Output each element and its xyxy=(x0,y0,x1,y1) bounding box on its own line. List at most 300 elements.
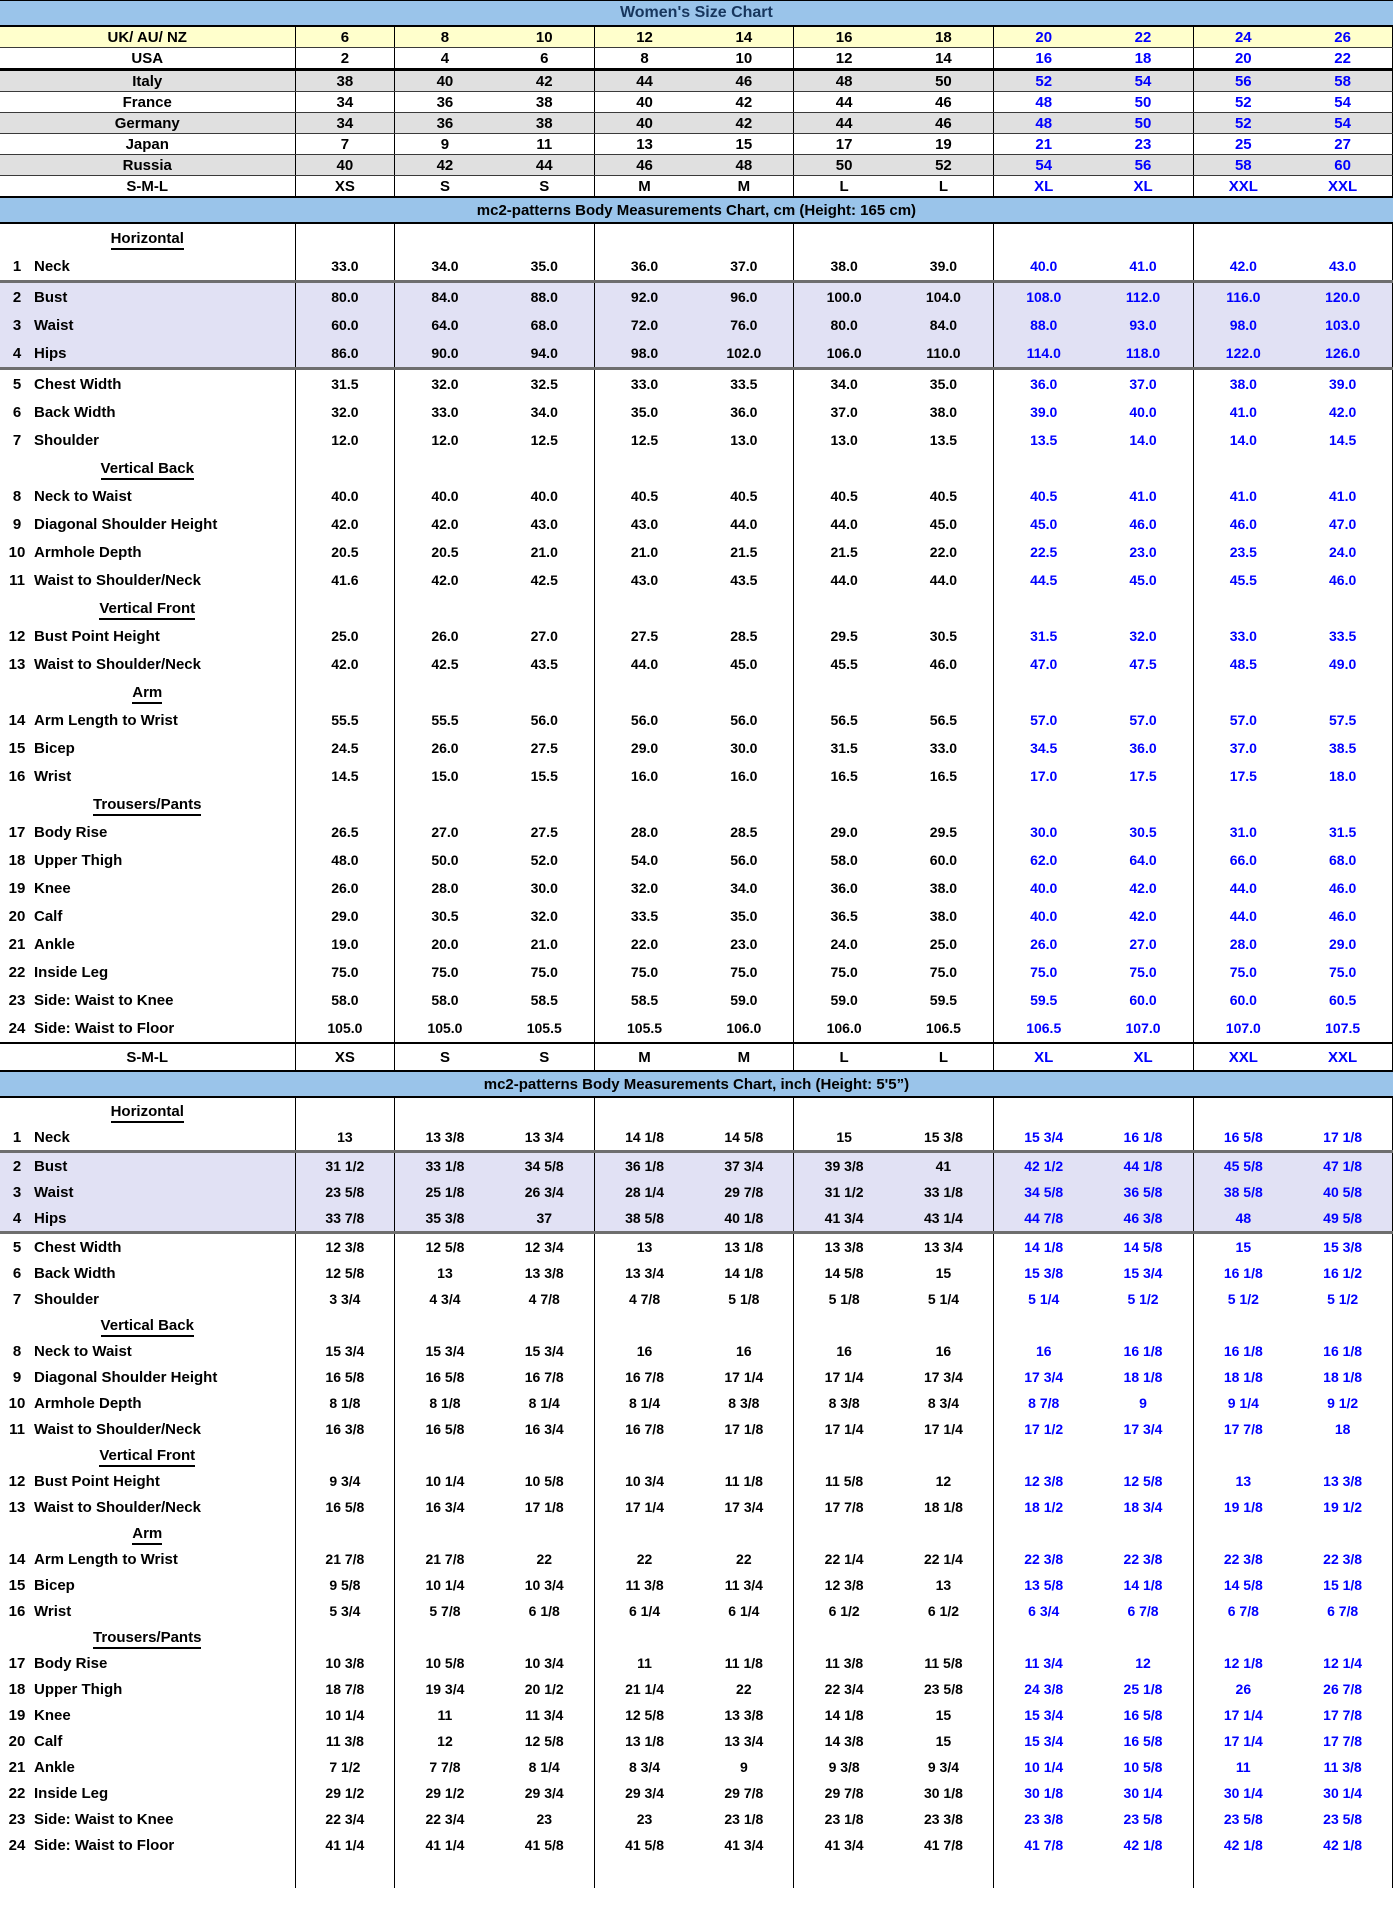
measure-cell: 29.5 xyxy=(794,622,894,650)
measure-cell: 30 1/4 xyxy=(1123,1785,1163,1801)
row-number: 3 xyxy=(12,316,22,334)
measure-row xyxy=(0,482,1393,510)
measure-cell: 21.0 xyxy=(594,538,694,566)
measure-row xyxy=(0,958,1393,986)
measure-cell: 45.0 xyxy=(929,516,958,532)
measure-cell: 42.0 xyxy=(395,510,495,538)
row-number: 22 xyxy=(8,963,26,981)
row-label xyxy=(0,1650,295,1676)
measure-row xyxy=(0,311,1393,339)
size-cell: 46 xyxy=(594,155,694,176)
measure-cell: 102.0 xyxy=(694,339,794,369)
measure-cell: 29.0 xyxy=(794,818,894,846)
row-number: 21 xyxy=(8,935,26,953)
measure-cell: 16 7/8 xyxy=(524,1369,564,1385)
measure-cell: 12 xyxy=(1135,1655,1151,1671)
measure-cell: 16 1/8 xyxy=(1123,1129,1163,1145)
measure-cell: 23.5 xyxy=(1193,538,1293,566)
measure-cell: 10 3/4 xyxy=(594,1468,694,1494)
measure-cell: 6 1/4 xyxy=(594,1598,694,1624)
measure-cell: 6 7/8 xyxy=(1193,1598,1293,1624)
section-row xyxy=(0,223,1393,252)
size-cell: 50 xyxy=(1093,113,1193,134)
measure-cell: 40.0 xyxy=(395,482,495,510)
size-cell: 54 xyxy=(1293,113,1393,134)
measure-cell: 30.5 xyxy=(929,628,958,644)
measure-cell: 32.0 xyxy=(395,369,495,399)
row-number: 19 xyxy=(8,1706,26,1724)
row-number: 14 xyxy=(8,1550,26,1568)
measure-cell: 41 7/8 xyxy=(923,1837,963,1853)
size-cell: XL xyxy=(1093,1043,1193,1071)
size-row-japan xyxy=(0,134,1393,155)
size-cell: 56 xyxy=(1093,155,1193,176)
size-cell: XXL xyxy=(1293,176,1393,198)
measure-row xyxy=(0,818,1393,846)
empty-cell xyxy=(894,1858,994,1888)
empty-cell xyxy=(1193,1858,1293,1888)
measure-cell: 56.5 xyxy=(929,712,958,728)
measure-cell: 15 3/4 xyxy=(1123,1265,1163,1281)
measure-cell: 58.5 xyxy=(594,986,694,1014)
section-row xyxy=(0,594,1393,622)
measure-cell: 8 1/8 xyxy=(295,1390,395,1416)
measure-cell: 84.0 xyxy=(894,311,994,339)
measure-cell: 80.0 xyxy=(295,282,395,312)
measure-cell: 16 5/8 xyxy=(395,1416,495,1442)
measure-cell: 17 1/2 xyxy=(994,1416,1094,1442)
section-label xyxy=(0,1312,295,1338)
size-cell: 14 xyxy=(694,26,794,48)
row-name: Chest Width xyxy=(34,375,122,393)
section-row xyxy=(0,1097,1393,1124)
measure-cell: 47.0 xyxy=(1293,510,1393,538)
measure-cell: 44.0 xyxy=(794,566,894,594)
row-label: Japan xyxy=(0,134,295,155)
measure-row xyxy=(0,986,1393,1014)
size-cell: 48 xyxy=(694,155,794,176)
row-name: Side: Waist to Floor xyxy=(34,1019,175,1037)
row-label xyxy=(0,650,295,678)
measure-cell: 47.0 xyxy=(994,650,1094,678)
size-cell: 8 xyxy=(594,48,694,70)
measure-cell: 5 1/2 xyxy=(1293,1286,1393,1312)
measure-cell: 5 1/2 xyxy=(1127,1291,1159,1307)
empty-cell xyxy=(694,678,794,706)
empty-cell xyxy=(295,1624,395,1650)
measure-cell: 57.0 xyxy=(1129,712,1157,728)
measure-cell: 16 xyxy=(935,1343,952,1359)
measure-cell: 9 xyxy=(1139,1395,1147,1411)
measure-cell: 28.0 xyxy=(1193,930,1293,958)
size-cell: XL xyxy=(994,176,1094,198)
row-name: Shoulder xyxy=(34,1290,100,1308)
row-number: 5 xyxy=(12,1238,22,1256)
measure-cell: 37.0 xyxy=(794,398,894,426)
measure-cell: 14.5 xyxy=(295,762,395,790)
measure-cell: 35 3/8 xyxy=(395,1205,495,1233)
measure-cell: 26.0 xyxy=(395,734,495,762)
measure-cell: 17 1/4 xyxy=(794,1364,894,1390)
empty-cell xyxy=(495,678,595,706)
measure-cell: 17 1/4 xyxy=(1193,1728,1293,1754)
row-name: Knee xyxy=(34,1706,71,1724)
size-cell: M xyxy=(594,1043,694,1071)
measure-cell: 20.5 xyxy=(395,538,495,566)
measure-cell: 46.0 xyxy=(929,656,958,672)
row-number: 19 xyxy=(8,879,26,897)
row-number: 5 xyxy=(12,375,22,393)
size-cell: L xyxy=(794,1043,894,1071)
empty-cell xyxy=(395,454,495,482)
section-title: Trousers/Pants xyxy=(93,796,201,816)
empty-cell xyxy=(994,223,1094,252)
measure-cell: 17 1/4 xyxy=(724,1369,764,1385)
row-label xyxy=(0,482,295,510)
measure-cell: 11 3/4 xyxy=(994,1650,1094,1676)
empty-cell xyxy=(894,1097,994,1124)
measure-row xyxy=(0,1754,1393,1780)
empty-cell xyxy=(894,1312,994,1338)
measure-cell: 23 3/8 xyxy=(994,1806,1094,1832)
measure-row xyxy=(0,1468,1393,1494)
section-label xyxy=(0,1624,295,1650)
measure-row xyxy=(0,706,1393,734)
measure-cell: 12.5 xyxy=(594,426,694,454)
measure-cell: 88.0 xyxy=(994,311,1094,339)
measure-cell: 22 3/8 xyxy=(994,1546,1094,1572)
measure-row xyxy=(0,252,1393,282)
size-cell: 50 xyxy=(894,70,994,92)
measure-cell: 11 3/8 xyxy=(1293,1754,1393,1780)
measure-cell: 5 7/8 xyxy=(395,1598,495,1624)
measure-cell: 42 1/8 xyxy=(1193,1832,1293,1858)
measure-cell: 12 5/8 xyxy=(395,1233,495,1261)
section-row xyxy=(0,790,1393,818)
empty-cell xyxy=(295,1520,395,1546)
measure-cell: 28.5 xyxy=(730,824,758,840)
measure-cell: 7 7/8 xyxy=(395,1754,495,1780)
empty-cell xyxy=(295,454,395,482)
size-cell: 50 xyxy=(794,155,894,176)
measure-cell: 118.0 xyxy=(1093,339,1193,369)
measure-cell: 32.5 xyxy=(530,376,558,392)
measure-cell: 108.0 xyxy=(994,282,1094,312)
row-name: Upper Thigh xyxy=(34,851,123,869)
measure-cell: 45.0 xyxy=(994,510,1094,538)
measure-cell: 40 1/8 xyxy=(694,1205,794,1233)
measure-cell: 8 3/8 xyxy=(728,1395,760,1411)
measure-cell: 31.5 xyxy=(295,369,395,399)
row-name: Side: Waist to Knee xyxy=(34,1810,174,1828)
measure-cell: 19 3/4 xyxy=(395,1676,495,1702)
measure-cell: 12.5 xyxy=(530,432,558,448)
measure-cell: 46.0 xyxy=(1129,516,1157,532)
measure-cell: 75.0 xyxy=(994,958,1094,986)
measure-cell: 34.5 xyxy=(994,734,1094,762)
measure-row xyxy=(0,930,1393,958)
measure-cell: 41 xyxy=(894,1152,994,1180)
empty-cell xyxy=(594,223,694,252)
size-cell: 54 xyxy=(1093,70,1193,92)
measure-cell: 40.5 xyxy=(994,482,1094,510)
measure-cell: 16 5/8 xyxy=(1123,1707,1163,1723)
empty-cell xyxy=(395,1624,495,1650)
measure-cell: 22.5 xyxy=(994,538,1094,566)
measure-cell: 13 5/8 xyxy=(994,1572,1094,1598)
measure-row xyxy=(0,1014,1393,1043)
measure-cell: 17 7/8 xyxy=(1293,1728,1393,1754)
measure-cell: 22 3/4 xyxy=(794,1676,894,1702)
size-cell: 18 xyxy=(894,26,994,48)
measure-cell: 50.0 xyxy=(395,846,495,874)
empty-cell xyxy=(1193,1520,1293,1546)
empty-cell xyxy=(894,1624,994,1650)
measure-cell: 42.0 xyxy=(295,650,395,678)
measure-cell: 106.0 xyxy=(794,1014,894,1043)
measure-cell: 48.5 xyxy=(1193,650,1293,678)
measure-cell: 13 3/8 xyxy=(395,1124,495,1152)
row-label xyxy=(0,1390,295,1416)
row-name: Wrist xyxy=(34,1602,72,1620)
measure-cell: 59.0 xyxy=(730,992,758,1008)
measure-cell: 60.0 xyxy=(295,311,395,339)
measure-cell: 14 1/8 xyxy=(994,1233,1094,1261)
measure-cell: 22 3/8 xyxy=(1123,1551,1163,1567)
measure-cell: 47.5 xyxy=(1129,656,1157,672)
measure-cell: 30 1/4 xyxy=(1293,1780,1393,1806)
empty-cell xyxy=(794,1097,894,1124)
measure-cell: 18 1/2 xyxy=(994,1494,1094,1520)
size-cell: 44 xyxy=(594,70,694,92)
row-label: Russia xyxy=(0,155,295,176)
measure-cell: 54.0 xyxy=(594,846,694,874)
size-cell: XL xyxy=(994,1043,1094,1071)
measure-cell: 23.0 xyxy=(730,936,758,952)
size-cell: M xyxy=(594,176,694,198)
empty-cell xyxy=(1093,594,1193,622)
empty-cell xyxy=(594,1624,694,1650)
row-number: 13 xyxy=(8,1498,26,1516)
measure-cell: 23 1/8 xyxy=(724,1811,764,1827)
measure-cell: 44 7/8 xyxy=(994,1205,1094,1233)
measure-cell: 14 5/8 xyxy=(1193,1572,1293,1598)
measure-cell: 60.0 xyxy=(1193,986,1293,1014)
measure-cell: 29 3/4 xyxy=(524,1785,564,1801)
table-bottom-row xyxy=(0,1858,1393,1888)
measure-cell: 36.0 xyxy=(794,874,894,902)
row-number: 2 xyxy=(12,1157,22,1175)
measure-cell: 42.5 xyxy=(530,572,558,588)
measure-cell: 40.5 xyxy=(730,488,758,504)
measure-cell: 17 7/8 xyxy=(1293,1702,1393,1728)
measure-cell: 14.0 xyxy=(1193,426,1293,454)
empty-cell xyxy=(794,1520,894,1546)
measure-cell: 26.0 xyxy=(295,874,395,902)
measure-cell: 6 7/8 xyxy=(1293,1598,1393,1624)
measure-cell: 120.0 xyxy=(1293,282,1393,312)
empty-cell xyxy=(1193,678,1293,706)
row-number: 2 xyxy=(12,288,22,306)
size-cell: 27 xyxy=(1293,134,1393,155)
measure-cell: 29 7/8 xyxy=(724,1785,764,1801)
inch-chart-title: mc2-patterns Body Measurements Chart, inch (Height: 5'5”) xyxy=(0,1071,1393,1097)
row-name: Diagonal Shoulder Height xyxy=(34,1368,218,1386)
measure-cell: 6 3/4 xyxy=(994,1598,1094,1624)
measure-cell: 33.5 xyxy=(594,902,694,930)
measure-cell: 6 1/2 xyxy=(794,1598,894,1624)
section-label xyxy=(0,678,295,706)
measure-cell: 16.0 xyxy=(730,768,758,784)
measure-cell: 13 3/8 xyxy=(724,1707,764,1723)
empty-cell xyxy=(794,1442,894,1468)
measure-cell: 38.0 xyxy=(794,252,894,282)
size-cell: XL xyxy=(1093,176,1193,198)
measure-cell: 57.0 xyxy=(994,706,1094,734)
measure-cell: 35.0 xyxy=(530,258,558,274)
row-label xyxy=(0,706,295,734)
measure-cell: 48.0 xyxy=(295,846,395,874)
measure-cell: 15.0 xyxy=(395,762,495,790)
measure-cell: 34.0 xyxy=(730,880,758,896)
measure-cell: 13 xyxy=(295,1124,395,1152)
measure-cell: 75.0 xyxy=(929,964,958,980)
measure-cell: 13 3/4 xyxy=(594,1260,694,1286)
empty-cell xyxy=(1193,223,1293,252)
empty-cell xyxy=(1093,1520,1193,1546)
empty-cell xyxy=(0,1858,295,1888)
measure-cell: 31.5 xyxy=(994,622,1094,650)
measure-cell: 17 7/8 xyxy=(794,1494,894,1520)
measure-cell: 42.0 xyxy=(395,566,495,594)
row-number: 8 xyxy=(12,1342,22,1360)
measure-cell: 38 5/8 xyxy=(594,1205,694,1233)
measure-cell: 33.5 xyxy=(730,376,758,392)
row-number: 7 xyxy=(12,431,22,449)
measure-cell: 15 3/4 xyxy=(994,1124,1094,1152)
measure-cell: 17 1/4 xyxy=(794,1416,894,1442)
row-number: 3 xyxy=(12,1183,22,1201)
measure-cell: 35.0 xyxy=(929,376,958,392)
size-cell: 54 xyxy=(1293,92,1393,113)
measure-cell: 105.5 xyxy=(594,1014,694,1043)
measure-cell: 10 3/4 xyxy=(524,1655,564,1671)
measure-cell: 75.0 xyxy=(1293,958,1393,986)
measure-cell: 16 5/8 xyxy=(395,1364,495,1390)
row-name: Back Width xyxy=(34,1264,116,1282)
measure-cell: 8 3/4 xyxy=(927,1395,959,1411)
measure-cell: 103.0 xyxy=(1293,311,1393,339)
measure-cell: 40.0 xyxy=(1129,404,1157,420)
size-cell: 48 xyxy=(994,92,1094,113)
measure-cell: 76.0 xyxy=(694,311,794,339)
measure-cell: 11 xyxy=(1193,1754,1293,1780)
measure-cell: 39.0 xyxy=(1293,369,1393,399)
measure-cell: 34.0 xyxy=(395,252,495,282)
row-name: Shoulder xyxy=(34,431,100,449)
size-row-germany xyxy=(0,113,1393,134)
row-label xyxy=(0,252,295,282)
measure-cell: 38.5 xyxy=(1293,734,1393,762)
size-cell: 34 xyxy=(295,113,395,134)
measure-row xyxy=(0,510,1393,538)
size-cell: 20 xyxy=(994,26,1094,48)
measure-cell: 21.0 xyxy=(530,936,558,952)
empty-cell xyxy=(594,1442,694,1468)
measure-cell: 13.5 xyxy=(994,426,1094,454)
measure-row xyxy=(0,1494,1393,1520)
measure-cell: 12 5/8 xyxy=(295,1260,395,1286)
measure-cell: 43 1/4 xyxy=(894,1205,994,1233)
measure-cell: 36.0 xyxy=(994,369,1094,399)
measure-cell: 27.0 xyxy=(395,818,495,846)
row-name: Diagonal Shoulder Height xyxy=(34,515,218,533)
empty-cell xyxy=(694,1442,794,1468)
cm-chart-title: mc2-patterns Body Measurements Chart, cm (Height: 165 cm) xyxy=(0,197,1393,223)
measure-cell: 27.5 xyxy=(530,740,558,756)
section-title: Arm xyxy=(132,684,162,704)
empty-cell xyxy=(395,594,495,622)
size-cell: 40 xyxy=(594,113,694,134)
section-title: Vertical Front xyxy=(99,600,195,620)
measure-cell: 106.5 xyxy=(925,1020,961,1036)
size-cell: 2 xyxy=(295,48,395,70)
measure-row xyxy=(0,1364,1393,1390)
size-cell: 52 xyxy=(1193,92,1293,113)
measure-cell: 13.0 xyxy=(730,432,758,448)
measure-cell: 66.0 xyxy=(1193,846,1293,874)
measure-cell: 10 3/8 xyxy=(295,1650,395,1676)
measure-cell: 100.0 xyxy=(794,282,894,312)
size-cell: 46 xyxy=(894,113,994,134)
measure-cell: 98.0 xyxy=(1193,311,1293,339)
measure-cell: 15 xyxy=(935,1707,952,1723)
measure-cell: 116.0 xyxy=(1193,282,1293,312)
measure-cell: 9 5/8 xyxy=(295,1572,395,1598)
measure-cell: 13 1/8 xyxy=(724,1239,764,1255)
measure-cell: 16 1/8 xyxy=(1293,1338,1393,1364)
row-number: 9 xyxy=(12,515,22,533)
row-label: S-M-L xyxy=(0,1043,295,1071)
measure-cell: 15 xyxy=(935,1265,952,1281)
measure-cell: 34 5/8 xyxy=(994,1179,1094,1205)
empty-cell xyxy=(994,1624,1094,1650)
row-label xyxy=(0,1124,295,1152)
section-label xyxy=(0,454,295,482)
row-name: Bust Point Height xyxy=(34,1472,160,1490)
measure-cell: 43.0 xyxy=(530,516,558,532)
size-chart-title-row xyxy=(0,1,1393,27)
measure-cell: 34.0 xyxy=(530,404,558,420)
measure-cell: 12 1/4 xyxy=(1293,1650,1393,1676)
measure-cell: 44.0 xyxy=(794,510,894,538)
measure-cell: 41 5/8 xyxy=(524,1837,564,1853)
measure-cell: 31.5 xyxy=(794,734,894,762)
measure-cell: 11 5/8 xyxy=(794,1468,894,1494)
measure-cell: 40 5/8 xyxy=(1293,1179,1393,1205)
measure-cell: 14 5/8 xyxy=(1123,1239,1163,1255)
measure-cell: 98.0 xyxy=(594,339,694,369)
measure-cell: 46.0 xyxy=(1193,510,1293,538)
empty-cell xyxy=(894,678,994,706)
measure-cell: 46.0 xyxy=(1293,874,1393,902)
empty-cell xyxy=(1293,1520,1393,1546)
empty-cell xyxy=(1293,1442,1393,1468)
empty-cell xyxy=(594,1520,694,1546)
measure-cell: 43.5 xyxy=(730,572,758,588)
measure-cell: 12 3/4 xyxy=(524,1239,564,1255)
measure-cell: 75.0 xyxy=(794,958,894,986)
